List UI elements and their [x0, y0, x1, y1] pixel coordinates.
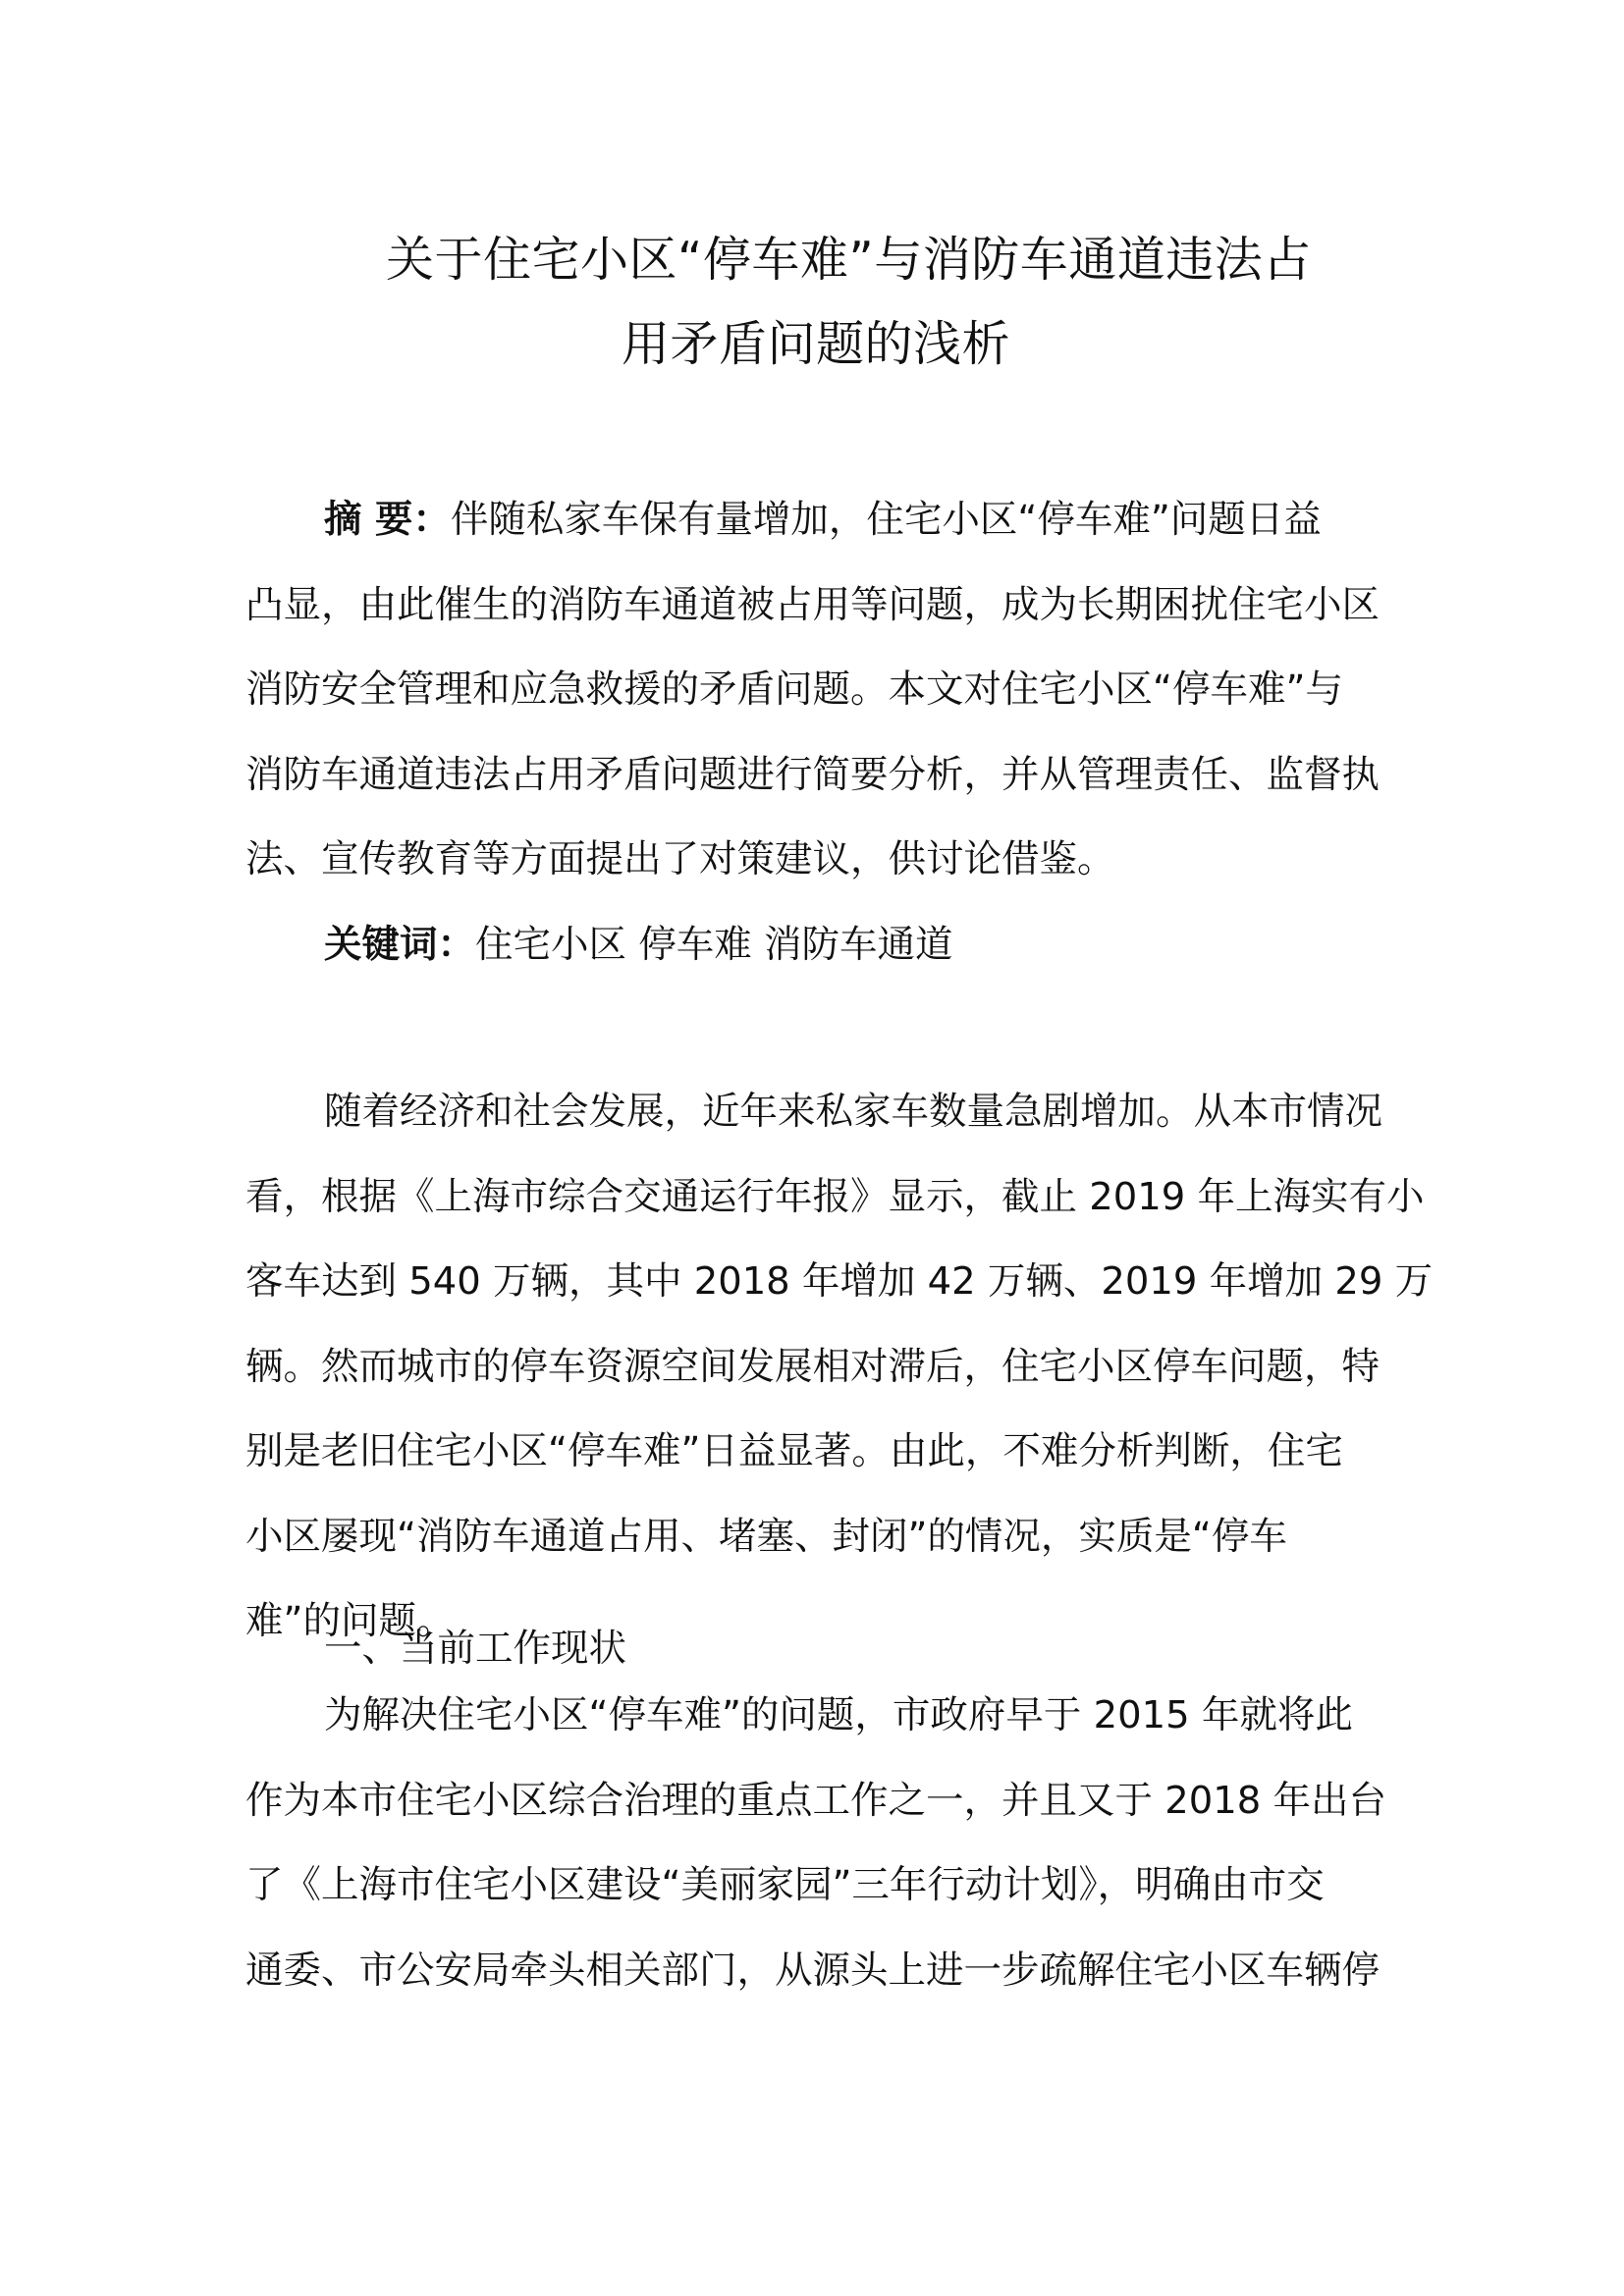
abstract-line-1 [245, 478, 1384, 563]
section-heading [245, 1622, 1384, 1677]
paragraph-line: 难”的问题。 [245, 1599, 455, 1643]
title-line-2: 用矛盾问题的浅析 [622, 316, 1011, 372]
abstract-line-3: 消防安全管理和应急救援的矛盾问题。本文对住宅小区“停车难”与 [245, 667, 1343, 712]
title-line-1: 关于住宅小区“停车难”与消防车通道违法占 [386, 232, 1312, 288]
section-1-heading: 一、当前工作现状 [324, 1627, 627, 1671]
abstract [245, 478, 1384, 903]
abstract-label: 摘 要： [324, 498, 451, 542]
document-title [245, 218, 1384, 387]
keywords-value: 住宅小区 停车难 消防车通道 [475, 923, 953, 967]
keywords [245, 903, 1384, 988]
abstract-line-2: 凸显，由此催生的消防车通道被占用等问题，成为长期困扰住宅小区 [245, 582, 1380, 627]
paragraph-line: 作为本市住宅小区综合治理的重点工作之一，并且又于 2018 年出台 [245, 1778, 1386, 1823]
paragraph-2 [245, 1674, 1384, 2013]
paragraph-1 [245, 1070, 1434, 1665]
paragraph-line: 看，根据《上海市综合交通运行年报》显示，截止 2019 年上海实有小 [245, 1174, 1425, 1219]
abstract-text: 伴随私家车保有量增加，住宅小区“停车难”问题日益 [450, 498, 1322, 542]
paragraph-line: 为解决住宅小区“停车难”的问题，市政府早于 2015 年就将此 [324, 1693, 1353, 1737]
abstract-line-5: 法、宣传教育等方面提出了对策建议，供讨论借鉴。 [245, 837, 1115, 881]
keywords-line [245, 903, 1384, 988]
paragraph-line: 小区屡现“消防车通道占用、堵塞、封闭”的情况，实质是“停车 [245, 1514, 1287, 1559]
paragraph-line: 随着经济和社会发展，近年来私家车数量急剧增加。从本市情况 [324, 1090, 1383, 1134]
paragraph-line: 辆。然而城市的停车资源空间发展相对滞后，住宅小区停车问题，特 [245, 1344, 1380, 1389]
keywords-label: 关键词： [324, 923, 476, 967]
paragraph-line: 了《上海市住宅小区建设“美丽家园”三年行动计划》，明确由市交 [245, 1863, 1325, 1907]
paragraph-line: 通委、市公安局牵头相关部门，从源头上进一步疏解住宅小区车辆停 [245, 1948, 1380, 1993]
abstract-line-4: 消防车通道违法占用矛盾问题进行简要分析，并从管理责任、监督执 [245, 752, 1380, 797]
paragraph-line: 别是老旧住宅小区“停车难”日益显著。由此，不难分析判断，住宅 [245, 1429, 1343, 1473]
paragraph-line: 客车达到 540 万辆，其中 2018 年增加 42 万辆、2019 年增加 29 万 [245, 1259, 1434, 1304]
